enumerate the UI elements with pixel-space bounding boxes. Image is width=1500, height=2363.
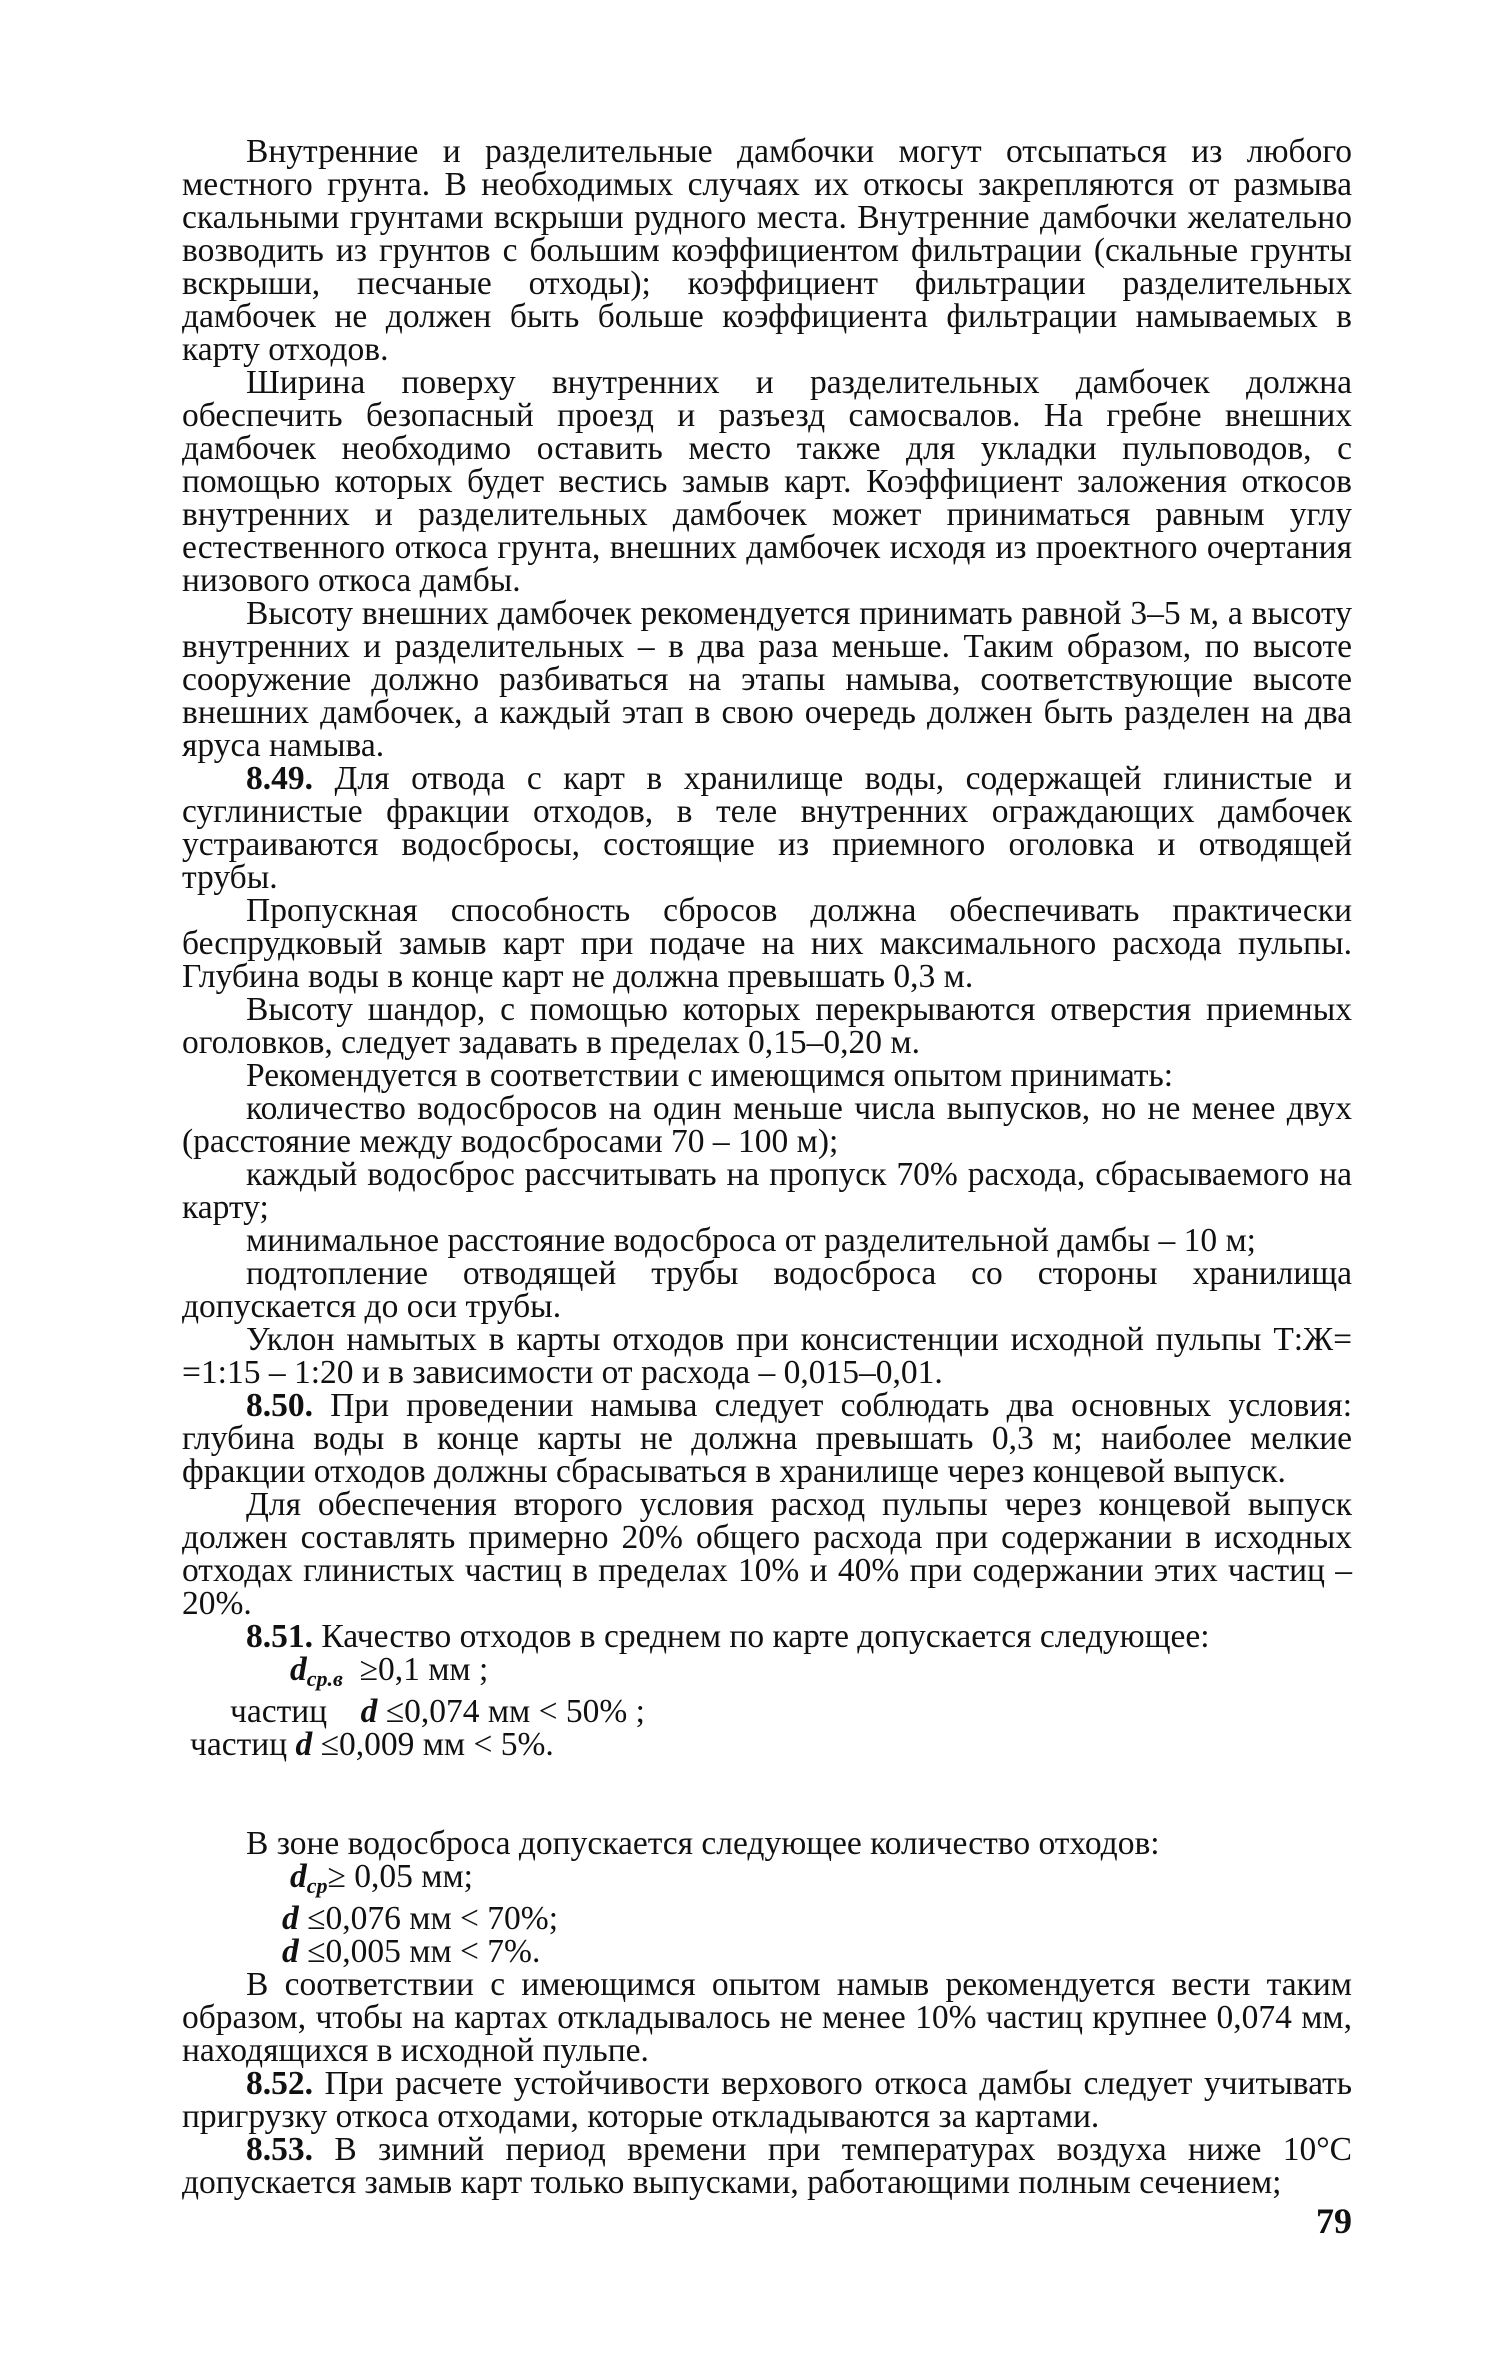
section-8-52 xyxy=(182,2067,1352,2133)
paragraph: Высоту шандор, с помощью которых перекрываются отверстия приемных оголовков, следует задавать в пределах 0,15–0,20 м. xyxy=(182,991,1352,1061)
formula-line xyxy=(182,1902,1352,1935)
paragraph-text: Качество отходов в среднем по карте допускается следующее: xyxy=(321,1618,1210,1655)
paragraph: Внутренние и разделительные дамбочки могут отсыпаться из любого местного грунта. В необходимых случаях их откосы закрепляются от размыва скальными грунтами вскрыши рудного места. Внутренние дамбочки желательно возводить из грунтов с большим коэффициентом фильтрации (скальные грунты вскрыши, песчаные отходы); коэффициент фильтрации разделительных дамбочек не должен быть больше коэффициента фильтрации намываемых в карту отходов. xyxy=(182,133,1352,368)
section-8-51 xyxy=(182,1620,1352,1653)
formula-symbol: d xyxy=(290,1858,307,1895)
formula-prefix: частиц xyxy=(190,1726,296,1763)
formula-text: ≤0,074 мм < 50% ; xyxy=(377,1693,645,1730)
formula-text: ≤0,009 мм < 5%. xyxy=(312,1726,554,1763)
section-number: 8.50. xyxy=(246,1387,313,1424)
paragraph: В зоне водосброса допускается следующее количество отходов: xyxy=(246,1825,1160,1862)
paragraph: Пропускная способность сбросов должна обеспечивать практически беспрудковый замыв карт при подаче на них максимального расхода пульпы. Глубина воды в конце карт не должна превышать 0,3 м. xyxy=(182,892,1352,995)
formula-subscript: ср xyxy=(306,1873,328,1898)
list-item: минимальное расстояние водосброса от разделительной дамбы – 10 м; xyxy=(246,1222,1256,1259)
paragraph-text: При расчете устойчивости верхового откоса дамбы следует учитывать пригрузку откоса отходами, которые откладываются за картами. xyxy=(182,2065,1353,2135)
formula-subscript: ср.в xyxy=(306,1666,343,1691)
formula-prefix: частиц xyxy=(230,1693,336,1730)
paragraph: Ширина поверху внутренних и разделительных дамбочек должна обеспечить безопасный проезд и разъезд самосвалов. На гребне внешних дамбочек необходимо оставить место также для укладки пульповодов, с помощью которых будет вестись замыв карт. Коэффициент заложения откосов внутренних и разделительных дамбочек может приниматься равным углу естественного откоса грунта, внешних дамбочек исходя из проектного очертания низового откоса дамбы. xyxy=(182,364,1352,599)
section-number: 8.51. xyxy=(246,1618,313,1655)
paragraph: Высоту внешних дамбочек рекомендуется принимать равной 3–5 м, а высоту внутренних и разделительных – в два раза меньше. Таким образом, по высоте сооружение должно разбиваться на этапы намыва, соответствующие высоте внешних дамбочек, а каждый этап в свою очередь должен быть разделен на два яруса намыва. xyxy=(182,595,1352,764)
list-item: каждый водосброс рассчитывать на пропуск 70% расхода, сбрасываемого на карту; xyxy=(182,1156,1352,1226)
formula-line xyxy=(182,1728,1352,1761)
formula-text: ≤0,005 мм < 7%. xyxy=(298,1933,541,1970)
formula-symbol: d xyxy=(282,1900,299,1937)
spacer xyxy=(182,1761,1352,1827)
paragraph: Уклон намытых в карты отходов при консистенции исходной пульпы Т:Ж= =1:15 – 1:20 и в зависимости от расхода – 0,015–0,01. xyxy=(182,1321,1352,1391)
paragraph-text: В зимний период времени при температурах воздуха ниже 10°С допускается замыв карт только выпусками, работающими полным сечением; xyxy=(182,2131,1352,2201)
section-number: 8.49. xyxy=(246,760,313,797)
paragraph: Для обеспечения второго условия расход пульпы через концевой выпуск должен составлять примерно 20% общего расхода при содержании в исходных отходах глинистых частиц в пределах 10% и 40% при содержании этих частиц – 20%. xyxy=(182,1486,1352,1622)
section-number: 8.52. xyxy=(246,2065,313,2102)
formula-line xyxy=(182,1653,1352,1695)
paragraph-text: При проведении намыва следует соблюдать два основных условия: глубина воды в конце карты не должна превышать 0,3 м; наиболее мелкие фракции отходов должны сбрасываться в хранилище через концевой выпуск. xyxy=(182,1387,1353,1490)
formula-symbol: d xyxy=(360,1693,378,1730)
formula-text: ≥0,1 мм ; xyxy=(359,1651,489,1688)
formula-line xyxy=(182,1695,1352,1728)
list-item: подтопление отводящей трубы водосброса со стороны хранилища допускается до оси трубы. xyxy=(182,1255,1352,1325)
section-8-50 xyxy=(182,1389,1352,1488)
paragraph: В соответствии с имеющимся опытом намыв рекомендуется вести таким образом, чтобы на картах откладывалось не менее 10% частиц крупнее 0,074 мм, находящихся в исходной пульпе. xyxy=(182,1966,1352,2069)
formula-text: ≤0,076 мм < 70%; xyxy=(298,1900,559,1937)
formula-line xyxy=(182,1935,1352,1968)
page-number: 79 xyxy=(1316,2201,1352,2241)
formula-symbol: d xyxy=(290,1651,307,1688)
formula-symbol: d xyxy=(295,1726,313,1763)
page-body xyxy=(182,135,1352,2199)
section-8-53 xyxy=(182,2133,1352,2199)
paragraph: Рекомендуется в соответствии с имеющимся опытом принимать: xyxy=(246,1057,1174,1094)
list-item: количество водосбросов на один меньше числа выпусков, но не менее двух (расстояние между водосбросами 70 – 100 м); xyxy=(182,1090,1352,1160)
section-8-49 xyxy=(182,762,1352,894)
formula-symbol: d xyxy=(282,1933,299,1970)
formula-line xyxy=(182,1860,1352,1902)
section-number: 8.53. xyxy=(246,2131,313,2168)
paragraph-text: Для отвода с карт в хранилище воды, содержащей глинистые и суглинистые фракции отходов, в теле внутренних ограждающих дамбочек устраиваются водосбросы, состоящие из приемного оголовка и отводящей трубы. xyxy=(182,760,1352,896)
formula-text: ≥ 0,05 мм; xyxy=(327,1858,473,1895)
